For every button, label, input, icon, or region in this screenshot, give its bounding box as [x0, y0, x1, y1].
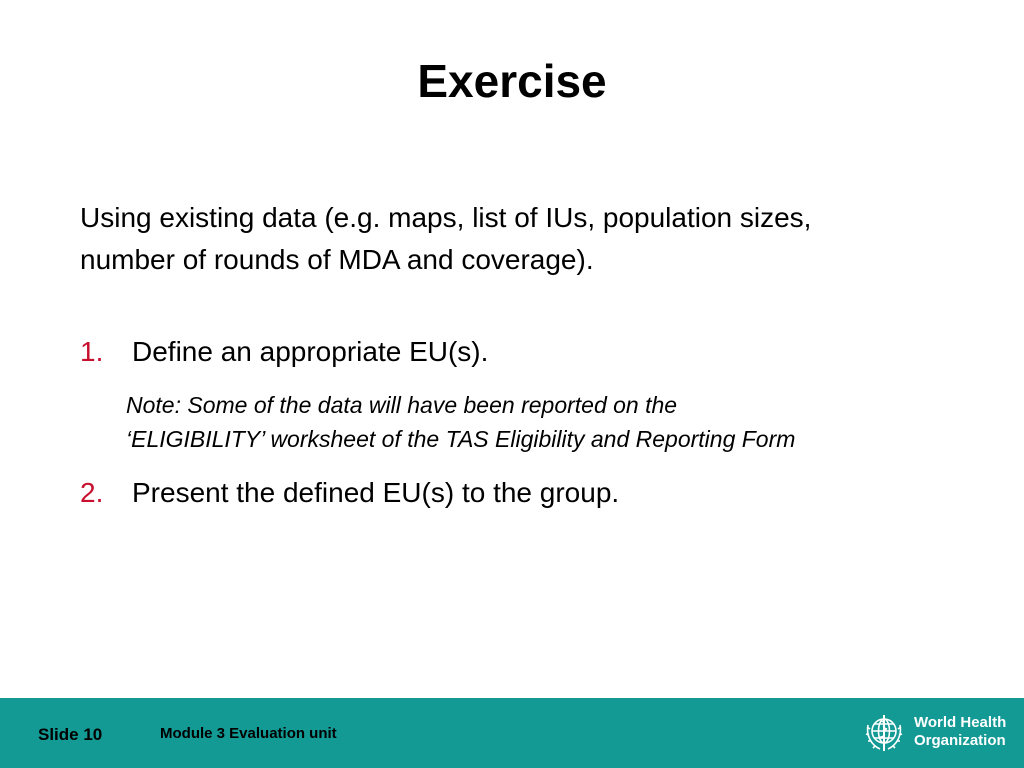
who-logo	[862, 709, 1012, 757]
who-logo-text	[914, 714, 1006, 750]
intro-line-2: number of rounds of MDA and coverage).	[80, 244, 594, 275]
intro-line-1: Using existing data (e.g. maps, list of IUs, population sizes,	[80, 202, 812, 233]
intro-text	[80, 197, 1000, 281]
list-item-text: Present the defined EU(s) to the group.	[132, 477, 620, 508]
note-line-1: Note: Some of the data will have been reported on the	[126, 392, 678, 418]
list-item-number: 2.	[80, 477, 104, 508]
note-line-2: ‘ELIGIBILITY’ worksheet of the TAS Eligibility and Reporting Form	[126, 426, 796, 452]
slide-title: Exercise	[417, 55, 607, 107]
list-item-text: Define an appropriate EU(s).	[132, 336, 489, 367]
note-text	[126, 388, 1006, 456]
list-item-number: 1.	[80, 336, 104, 367]
module-label: Module 3 Evaluation unit	[160, 725, 337, 742]
slide-number: Slide 10	[38, 725, 103, 744]
who-logo-line-2: Organization	[914, 732, 1006, 749]
who-logo-line-1: World Health	[914, 714, 1007, 731]
footer-bar	[0, 698, 1024, 768]
who-emblem-icon	[862, 711, 906, 755]
